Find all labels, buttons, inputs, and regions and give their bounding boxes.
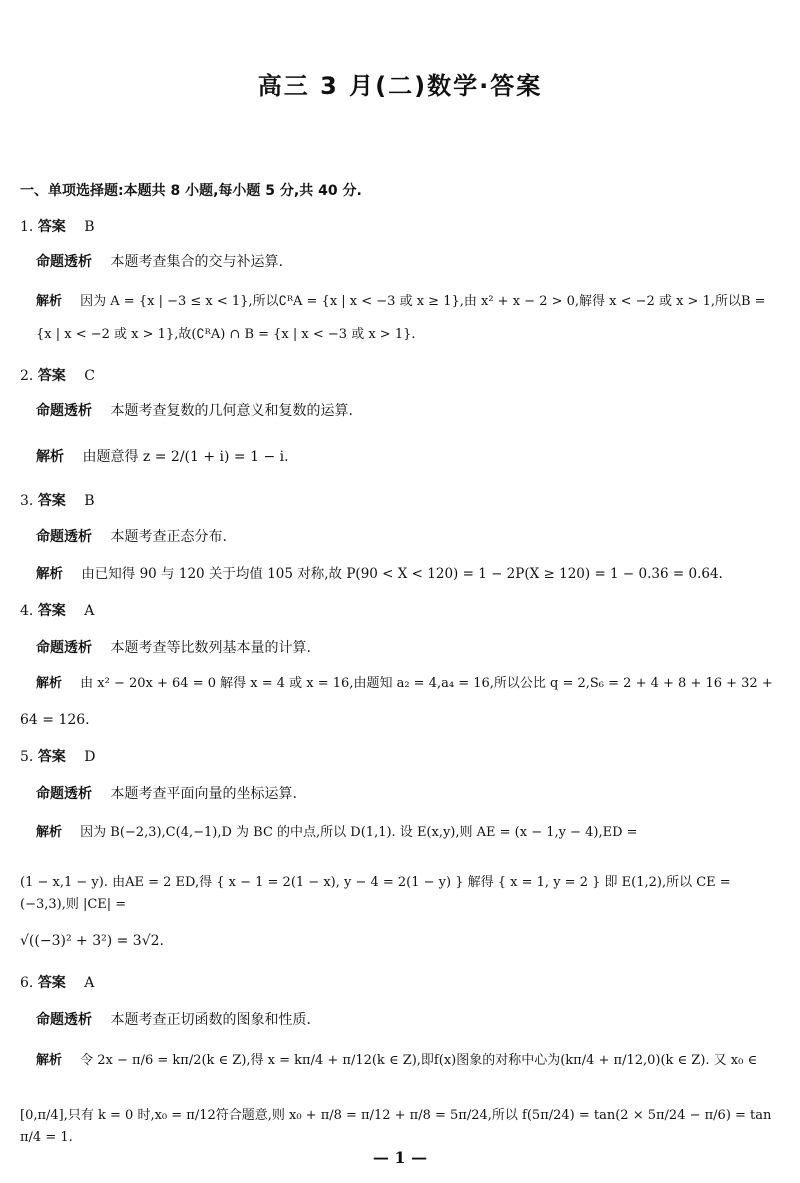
- q6-insight-text: 本题考查正切函数的图象和性质.: [110, 1012, 311, 1028]
- q5-solution-text-1: 因为 B(−2,3),C(4,−1),D 为 BC 的中点,所以 D(1,1). 设 E(x,y),则 AE = (x − 1,y − 4),ED =: [80, 825, 638, 840]
- q4-insight-label: 命题透析: [36, 640, 92, 656]
- q1-solution-text-2: {x | x < −2 或 x > 1},故(∁ᴿA) ∩ B = {x | x < −3 或 x > 1}.: [36, 327, 416, 342]
- q2-solution: [36, 446, 780, 468]
- q3-answer-line: [20, 490, 780, 510]
- q5-insight-label: 命题透析: [36, 786, 92, 802]
- page-title: 高三 3 月(二)数学·答案: [257, 72, 543, 100]
- q6-insight-label: 命题透析: [36, 1012, 92, 1028]
- q6-number: 6.: [20, 975, 34, 991]
- q3-insight-label: 命题透析: [36, 529, 92, 545]
- q6-solution-label: 解析: [36, 1053, 63, 1068]
- q3-number: 3.: [20, 493, 34, 509]
- q4-solution-text-1: 由 x² − 20x + 64 = 0 解得 x = 4 或 x = 16,由题知 a₂ = 4,a₄ = 16,所以公比 q = 2,S₆ = 2 + 4 + 8 + 16 + 32 +: [80, 676, 773, 691]
- q5-solution-text-3: √((−3)² + 3²) = 3√2.: [20, 933, 164, 949]
- q4-solution-label: 解析: [36, 676, 63, 691]
- q2-solution-label: 解析: [36, 449, 64, 465]
- q5-solution-end: [20, 930, 764, 952]
- q2-insight-text: 本题考查复数的几何意义和复数的运算.: [110, 403, 353, 419]
- q4-answer-line: [20, 600, 780, 620]
- q4-answer-label: 答案: [37, 603, 66, 619]
- q5-solution-text-2: (1 − x,1 − y). 由AE = 2 ED,得 { x − 1 = 2(1 − x), y − 4 = 2(1 − y) } 解得 { x = 1, y = 2 } 即 E(1,2),所以 CE = (−3,3),则 |CE| =: [20, 875, 731, 912]
- q4-insight-text: 本题考查等比数列基本量的计算.: [110, 640, 311, 656]
- q6-answer-label: 答案: [37, 975, 66, 991]
- q5-answer-label: 答案: [37, 749, 66, 765]
- q6-solution-text-1: 令 2x − π/6 = kπ/2(k ∈ Z),得 x = kπ/4 + π/12(k ∈ Z),即f(x)图象的对称中心为(kπ/4 + π/12,0)(k ∈ Z). 又 x₀ ∈: [80, 1053, 758, 1068]
- q1-solution-cont: [36, 324, 780, 346]
- page-number: — 1 —: [372, 1148, 428, 1167]
- q4-solution: [36, 673, 780, 695]
- q1-solution-label: 解析: [36, 294, 63, 309]
- q2-answer-label: 答案: [37, 368, 66, 384]
- q4-number: 4.: [20, 603, 34, 619]
- q5-solution-label: 解析: [36, 825, 63, 840]
- q2-number: 2.: [20, 368, 34, 384]
- q2-solution-text: 由题意得 z = 2/(1 + i) = 1 − i.: [82, 449, 289, 465]
- q4-insight: [36, 637, 780, 659]
- q3-solution-label: 解析: [36, 566, 63, 582]
- q6-solution-text-2: [0,π/4],只有 k = 0 时,x₀ = π/12符合题意,则 x₀ + π/8 = π/12 + π/8 = 5π/24,所以 f(5π/24) = tan(2 × 5π/24 − π/6) = tan π/4 = 1.: [20, 1108, 772, 1145]
- q3-answer: B: [84, 493, 95, 509]
- q3-solution: [36, 563, 780, 585]
- q3-solution-text: 由已知得 90 与 120 关于均值 105 对称,故 P(90 < X < 120) = 1 − 2P(X ≥ 120) = 1 − 0.36 = 0.64.: [81, 566, 723, 582]
- q4-answer: A: [84, 603, 95, 619]
- q6-solution-cont: [20, 1105, 780, 1149]
- q1-answer: B: [84, 219, 95, 235]
- q1-insight-text: 本题考查集合的交与补运算.: [110, 254, 283, 270]
- q5-insight: [36, 783, 780, 805]
- q1-answer-label: 答案: [37, 219, 66, 235]
- q6-answer: A: [84, 975, 95, 991]
- q2-insight-label: 命题透析: [36, 403, 92, 419]
- q1-solution-text-1: 因为 A = {x | −3 ≤ x < 1},所以∁ᴿA = {x | x < −3 或 x ≥ 1},由 x² + x − 2 > 0,解得 x < −2 或 x > 1,所以B =: [80, 294, 766, 309]
- q4-solution-cont: [20, 709, 764, 731]
- q4-solution-text-2: 64 = 126.: [20, 712, 90, 728]
- q5-answer-line: [20, 746, 780, 766]
- section-heading: 一、单项选择题:本题共 8 小题,每小题 5 分,共 40 分.: [20, 183, 362, 199]
- q3-insight-text: 本题考查正态分布.: [110, 529, 227, 545]
- q3-insight: [36, 526, 780, 548]
- q1-insight-label: 命题透析: [36, 254, 92, 270]
- q2-answer-line: [20, 365, 780, 385]
- q6-answer-line: [20, 972, 780, 992]
- q5-number: 5.: [20, 749, 34, 765]
- q1-solution: [36, 291, 780, 313]
- q1-insight: [36, 251, 780, 273]
- q5-insight-text: 本题考查平面向量的坐标运算.: [110, 786, 297, 802]
- q1-answer-line: [20, 216, 780, 236]
- q2-answer: C: [84, 368, 95, 384]
- q2-insight: [36, 400, 780, 422]
- q5-solution: [36, 822, 780, 844]
- q6-solution: [36, 1050, 780, 1072]
- q5-answer: D: [84, 749, 96, 765]
- q3-answer-label: 答案: [37, 493, 66, 509]
- q1-number: 1.: [20, 219, 34, 235]
- q6-insight: [36, 1009, 780, 1031]
- q5-solution-cont: [20, 872, 780, 916]
